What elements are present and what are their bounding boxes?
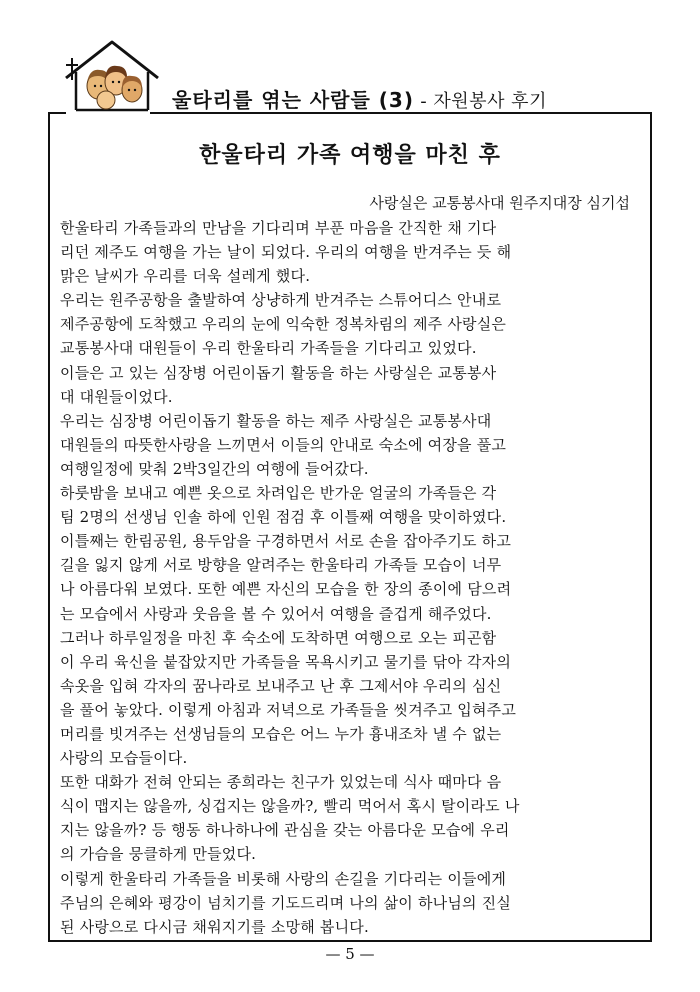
body-line: 을 풀어 놓았다. 이렇게 아침과 저녁으로 가족들을 씻겨주고 입혀주고 [60, 700, 517, 719]
body-line: 머리를 빗겨주는 선생님들의 모습은 어느 누가 흉내조차 낼 수 없는 [60, 724, 502, 743]
body-line: 여행일정에 맞춰 2박3일간의 여행에 들어갔다. [60, 459, 369, 478]
body-line: 된 사랑으로 다시금 채워지기를 소망해 봅니다. [60, 917, 369, 936]
body-line: 이들은 고 있는 심장병 어린이돕기 활동을 하는 사랑실은 교통봉사 [60, 363, 497, 382]
body-line: 리던 제주도 여행을 가는 날이 되었다. 우리의 여행을 반겨주는 듯 해 [60, 243, 512, 262]
body-line: 나 아름다워 보였다. 또한 예쁜 자신의 모습을 한 장의 종이에 담으려 [60, 580, 512, 599]
article-title: 한울타리 가족 여행을 마친 후 [199, 143, 501, 168]
body-line: 이렇게 한울타리 가족들을 비롯해 사랑의 손길을 기다리는 이들에게 [60, 869, 507, 888]
body-line: 하룻밤을 보내고 예쁜 옷으로 차려입은 반가운 얼굴의 가족들은 각 [60, 484, 497, 503]
body-line: 길을 잃지 않게 서로 방향을 알려주는 한울타리 가족들 모습이 너무 [60, 556, 502, 575]
body-line: 주님의 은혜와 평강이 넘치기를 기도드리며 나의 삶이 하나님의 진실 [60, 893, 512, 912]
body-line: 맑은 날씨가 우리를 더욱 설레게 했다. [60, 267, 311, 286]
body-line: 제주공항에 도착했고 우리의 눈에 익숙한 정복차림의 제주 사랑실은 [60, 315, 507, 334]
house-with-cross-and-people-icon [60, 38, 162, 112]
body-line: 는 모습에서 사랑과 웃음을 볼 수 있어서 여행을 즐겁게 해주었다. [60, 604, 492, 623]
body-line: 또한 대화가 전혀 안되는 종희라는 친구가 있었는데 식사 때마다 음 [60, 773, 502, 792]
body-line: 이 우리 육신을 붙잡았지만 가족들을 목욕시키고 물기를 닦아 각자의 [60, 652, 512, 671]
body-line: 교통봉사대 대원들이 우리 한울타리 가족들을 기다리고 있었다. [60, 339, 477, 358]
body-line: 의 가슴을 뭉클하게 만들었다. [60, 845, 257, 864]
body-line: 우리는 심장병 어린이돕기 활동을 하는 제주 사랑실은 교통봉사대 [60, 411, 492, 430]
frame-top-left-divider [48, 112, 66, 114]
page-number: — 5 — [325, 945, 375, 963]
body-line: 우리는 원주공항을 출발하여 상냥하게 반겨주는 스튜어디스 안내로 [60, 291, 502, 310]
body-line: 사랑의 모습들이다. [60, 749, 188, 768]
body-line: 이틀째는 한림공원, 용두암을 구경하면서 서로 손을 잡아주기도 하고 [60, 532, 512, 551]
series-title [172, 84, 547, 113]
frame-top-divider [150, 112, 652, 114]
series-subtitle: - 자원봉사 후기 [413, 91, 547, 112]
body-line: 팀 2명의 선생님 인솔 하에 인원 점검 후 이틀째 여행을 맞이하였다. [60, 508, 507, 527]
series-title-main: 울타리를 엮는 사람들 (3) [172, 88, 414, 112]
body-line: 그러나 하루일정을 마친 후 숙소에 도착하면 여행으로 오는 피곤함 [60, 628, 497, 647]
body-line: 속옷을 입혀 각자의 꿈나라로 보내주고 난 후 그제서야 우리의 심신 [60, 676, 502, 695]
body-line: 대원들의 따뜻한사랑을 느끼면서 이들의 안내로 숙소에 여장을 풀고 [60, 435, 507, 454]
body-line: 대 대원들이었다. [60, 387, 173, 406]
article-body [60, 216, 640, 939]
body-line: 식이 맵지는 않을까, 싱겁지는 않을까?, 빨리 먹어서 혹시 탈이라도 나 [60, 797, 520, 816]
body-line: 한울타리 가족들과의 만남을 기다리며 부푼 마음을 간직한 채 기다 [60, 219, 497, 237]
body-line: 지는 않을까? 등 행동 하나하나에 관심을 갖는 아름다운 모습에 우리 [60, 821, 510, 840]
article-byline: 사랑실은 교통봉사대 원주지대장 심기섭 [369, 194, 630, 212]
